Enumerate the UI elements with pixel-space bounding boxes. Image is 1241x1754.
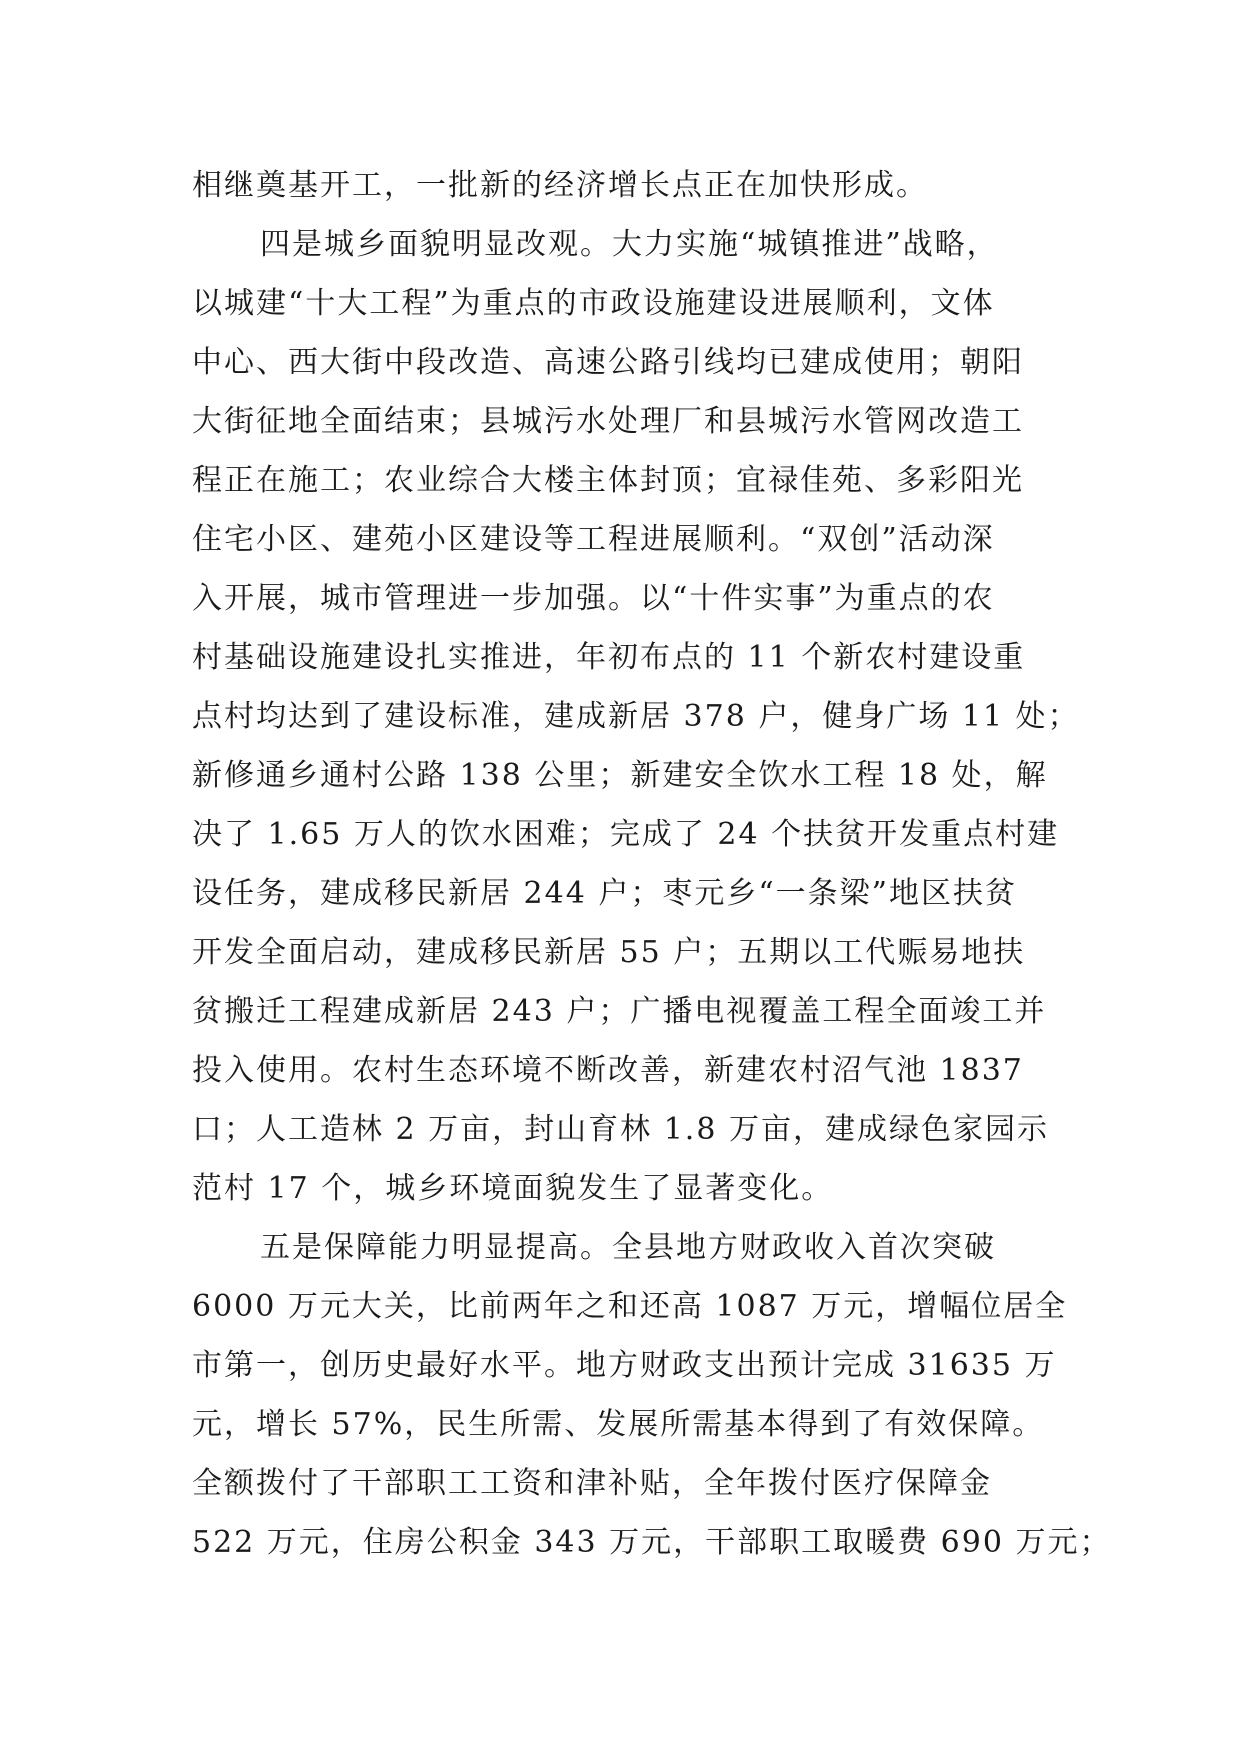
text-line: 522 万元，住房公积金 343 万元，干部职工取暖费 690 万元； (192, 1525, 1112, 1560)
text-line: 点村均达到了建设标准，建成新居 378 户，健身广场 11 处； (192, 699, 1080, 734)
text-line: 程正在施工；农业综合大楼主体封顶；宜禄佳苑、多彩阳光 (192, 463, 1024, 498)
text-line: 相继奠基开工，一批新的经济增长点正在加快形成。 (192, 168, 928, 203)
text-line: 元，增长 57%，民生所需、发展所需基本得到了有效保障。 (192, 1407, 1045, 1442)
text-line: 6000 万元大关，比前两年之和还高 1087 万元，增幅位居全 (192, 1289, 1068, 1324)
text-line: 开发全面启动，建成移民新居 55 户；五期以工代赈易地扶 (192, 935, 1026, 970)
paragraph-start-line: 五是保障能力明显提高。全县地方财政收入首次突破 (260, 1230, 996, 1265)
body-text (192, 156, 1112, 1572)
text-line: 范村 17 个，城乡环境面貌发生了显著变化。 (192, 1171, 834, 1206)
text-line: 以城建“十大工程”为重点的市政设施建设进展顺利，文体 (192, 286, 995, 321)
text-line: 中心、西大街中段改造、高速公路引线均已建成使用；朝阳 (192, 345, 1024, 380)
text-line: 设任务，建成移民新居 244 户；枣元乡“一条梁”地区扶贫 (192, 876, 1018, 911)
text-line: 贫搬迁工程建成新居 243 户；广播电视覆盖工程全面竣工并 (192, 994, 1047, 1029)
text-line: 口；人工造林 2 万亩，封山育林 1.8 万亩，建成绿色家园示 (192, 1112, 1049, 1147)
text-line: 全额拨付了干部职工工资和津补贴，全年拨付医疗保障金 (192, 1466, 992, 1501)
text-line: 决了 1.65 万人的饮水困难；完成了 24 个扶贫开发重点村建 (192, 817, 1060, 852)
text-line: 住宅小区、建苑小区建设等工程进展顺利。“双创”活动深 (192, 522, 995, 557)
text-line: 大街征地全面结束；县城污水处理厂和县城污水管网改造工 (192, 404, 1024, 439)
text-line: 村基础设施建设扎实推进，年初布点的 11 个新农村建设重 (192, 640, 1026, 675)
text-line: 入开展，城市管理进一步加强。以“十件实事”为重点的农 (192, 581, 995, 616)
text-line: 市第一，创历史最好水平。地方财政支出预计完成 31635 万 (192, 1348, 1057, 1383)
text-line: 新修通乡通村公路 138 公里；新建安全饮水工程 18 处，解 (192, 758, 1048, 793)
paragraph-start-line: 四是城乡面貌明显改观。大力实施“城镇推进”战略， (260, 227, 999, 262)
text-line: 投入使用。农村生态环境不断改善，新建农村沼气池 1837 (192, 1053, 1024, 1088)
